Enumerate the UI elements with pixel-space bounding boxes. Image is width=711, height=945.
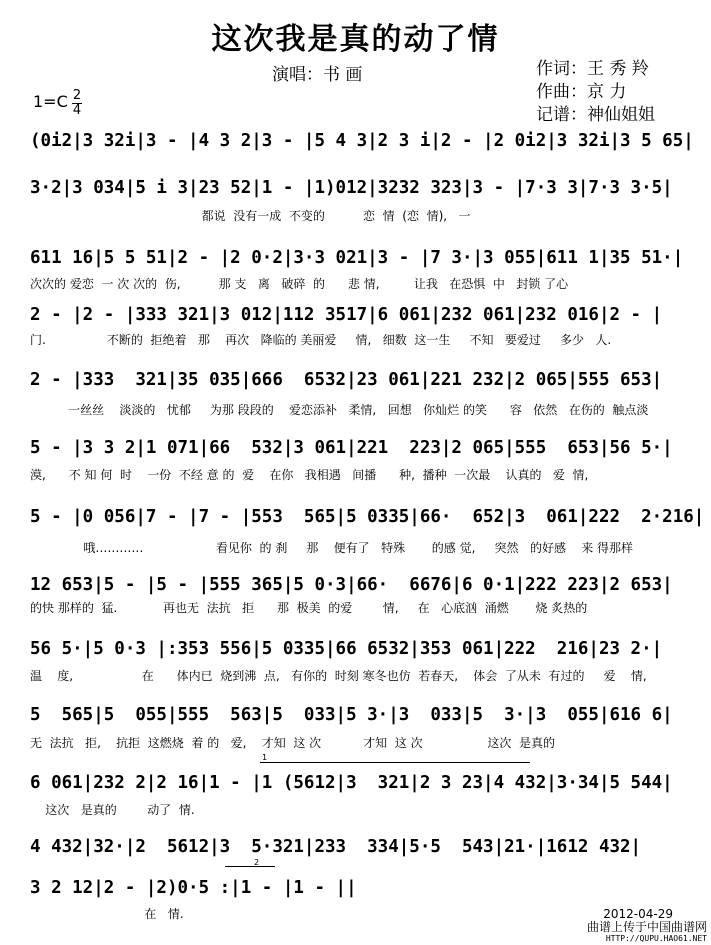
notation-line-10: 5 565|5 055|555 563|5 033|5 3·|3 033|5 3·|3 055|616 6| — [30, 705, 673, 725]
lyricist-credit: 作词：王 秀 羚 — [536, 59, 649, 79]
notation-line-4: 2 - |2 - |333 321|3 012|112 3517|6 061|232 061|232 016|2 - | — [30, 305, 663, 325]
notation-line-7: 5 - |0 056|7 - |7 - |553 565|5 0335|66· 652|3 061|222 2·216| — [30, 507, 705, 527]
lyric-line-13: 在 情. — [30, 907, 184, 921]
lyric-line-2: 都说 没有一成 不变的 恋 情 (恋 情), 一 — [30, 209, 471, 223]
meter-top: 2 — [72, 88, 82, 103]
notation-line-6: 5 - |3 3 2|1 071|66 532|3 061|221 223|2 065|555 653|56 5·| — [30, 438, 673, 458]
lyric-line-3: 次次的 爱恋 一 次 次的 伤, 那 支 离 破碎 的 悲 情, 让我 在恐惧 中 封锁 了心 — [30, 277, 569, 291]
site-footer — [587, 921, 707, 945]
site-name: 曲谱上传于中国曲谱网 — [586, 920, 707, 934]
notation-line-5: 2 - |333 321|35 035|666 6532|23 061|221 232|2 065|555 653| — [30, 370, 663, 390]
key-signature: 1=C — [33, 92, 68, 111]
site-url: HTTP://QUPU.HAO61.NET — [605, 934, 707, 943]
lyric-line-9: 温 度, 在 体内已 烧到沸 点, 有你的 时刻 寒冬也仿 若春天, 体会 了从未 有过的 爱 情, — [30, 669, 647, 683]
transcriber-credit: 记谱：神仙姐姐 — [536, 105, 655, 125]
lyric-line-7: 哦………… 看见你 的 刹 那 便有了 特殊 的感 觉, 突然 的好感 来 得那样 — [30, 541, 634, 555]
composer-credit: 作曲：京 力 — [536, 82, 627, 102]
notation-line-3: 611 16|5 5 51|2 - |2 0·2|3·3 021|3 - |7 3·|3 055|611 1|35 51·| — [30, 248, 684, 268]
volta-2-bracket — [225, 866, 275, 867]
upload-date: 2012-04-29 — [603, 907, 673, 921]
lyric-line-10: 无 法抗 拒, 抗拒 这燃烧 着 的 爱, 才知 这 次 才知 这 次 这次 是真的 — [30, 736, 556, 750]
volta-1-bracket — [260, 762, 530, 763]
notation-line-8: 12 653|5 - |5 - |555 365|5 0·3|66· 6676|6 0·1|222 223|2 653| — [30, 575, 673, 595]
singer-credit: 演唱：书 画 — [272, 65, 363, 85]
lyric-line-11: 这次 是真的 动了 情. — [30, 803, 195, 817]
notation-line-9: 56 5·|5 0·3 |:353 556|5 0335|66 6532|353 061|222 216|23 2·| — [30, 639, 663, 659]
song-title: 这次我是真的动了情 — [211, 22, 500, 57]
lyric-line-5: 一丝丝 淡淡的 忧郁 为那 段段的 爱恋添补 柔情, 回想 你灿烂 的笑 容 依然 在伤的 触点淡 — [30, 403, 649, 417]
volta-2-marker: 2 — [254, 858, 260, 867]
lyric-line-8: 的快 那样的 猛. 再也无 法抗 拒 那 极美 的爱 情, 在 心底汹 涌燃 烧 炙热的 — [30, 601, 588, 615]
lyric-line-6: 漠, 不 知 何 时 一份 不经 意 的 爱 在你 我相遇 间播 种, 播种 一次最 认真的 爱 情, — [30, 468, 589, 482]
time-signature — [72, 90, 82, 117]
lyric-line-4: 门. 不断的 拒绝着 那 再次 降临的 美丽爱 情, 细数 这一生 不知 要爱过 多少 人. — [30, 333, 612, 347]
notation-line-2: 3·2|3 034|5 i 3|23 52|1 - |1)012|3232 323|3 - |7·3 3|7·3 3·5| — [30, 178, 673, 198]
notation-line-1: (0i2|3 32i|3 - |4 3 2|3 - |5 4 3|2 3 i|2 - |2 0i2|3 32i|3 5 65| — [30, 131, 694, 151]
notation-line-13: 3 2 12|2 - |2)0·5 :|1 - |1 - || — [30, 878, 357, 898]
volta-1-marker: 1 — [262, 753, 268, 762]
notation-line-12: 4 432|32·|2 5612|3 5·321|233 334|5·5 543|21·|1612 432| — [30, 837, 642, 857]
meter-bottom: 4 — [72, 103, 82, 118]
notation-line-11: 6 061|232 2|2 16|1 - |1 (5612|3 321|2 3 23|4 432|3·34|5 544| — [30, 773, 673, 793]
